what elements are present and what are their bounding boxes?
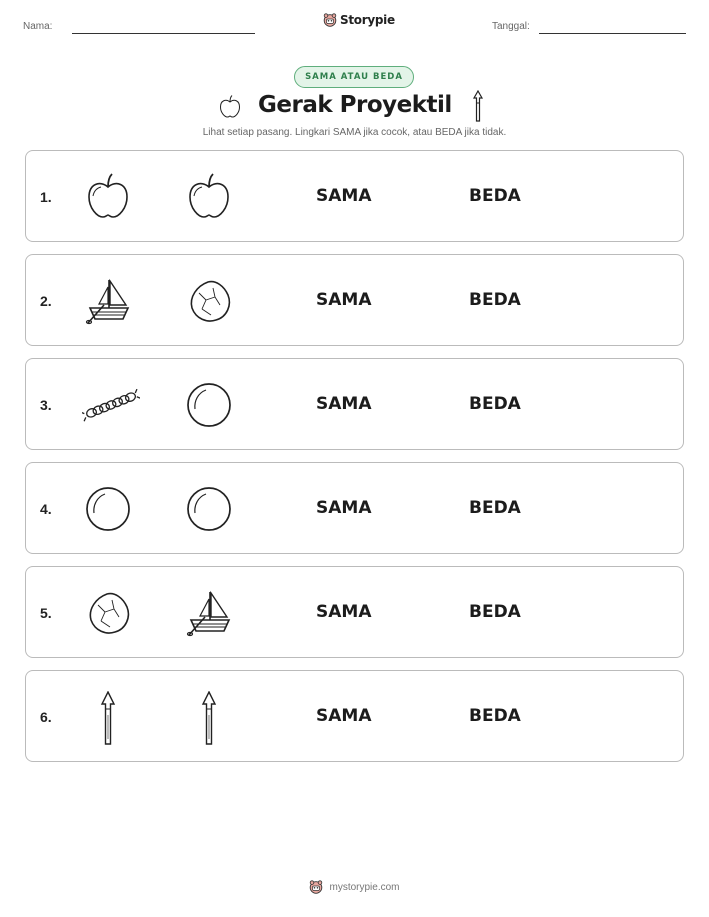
different-option[interactable]: BEDA [469,706,521,726]
question-number: 4. [40,501,52,517]
footer-site[interactable]: mystorypie.com [329,881,400,893]
apple-icon [82,171,134,223]
different-option[interactable]: BEDA [469,498,521,518]
same-option[interactable]: SAMA [316,290,372,310]
question-row-1 [25,150,684,242]
rock-icon [183,275,235,327]
different-option[interactable]: BEDA [469,602,521,622]
arrow-icon [82,691,134,743]
same-option[interactable]: SAMA [316,498,372,518]
question-row-5 [25,566,684,658]
different-option[interactable]: BEDA [469,394,521,414]
question-row-6 [25,670,684,762]
apple-icon [183,171,235,223]
brand-logo [323,13,395,27]
arrow-icon [183,691,235,743]
brand-name: Storypie [340,13,395,27]
page-title: Gerak Proyektil [258,92,452,118]
worksheet-header [0,0,709,50]
arrow-icon [470,90,486,124]
ball-icon [183,483,235,535]
boat-icon [183,587,235,639]
date-label: Tanggal: [492,21,530,32]
title-row [0,90,709,126]
rock-icon [82,587,134,639]
different-option[interactable]: BEDA [469,186,521,206]
apple-icon [217,94,243,120]
different-option[interactable]: BEDA [469,290,521,310]
name-line[interactable] [72,33,255,34]
storypie-mascot-icon [323,13,337,27]
question-number: 1. [40,189,52,205]
same-option[interactable]: SAMA [316,706,372,726]
question-row-4 [25,462,684,554]
ball-icon [82,483,134,535]
question-number: 2. [40,293,52,309]
name-label: Nama: [23,21,53,32]
question-number: 5. [40,605,52,621]
question-number: 3. [40,397,52,413]
storypie-mascot-icon [309,880,323,894]
question-row-3 [25,358,684,450]
footer [0,880,709,894]
question-row-2 [25,254,684,346]
same-option[interactable]: SAMA [316,186,372,206]
rope-icon [82,379,134,431]
instructions: Lihat setiap pasang. Lingkari SAMA jika cocok, atau BEDA jika tidak. [202,127,507,138]
question-number: 6. [40,709,52,725]
same-option[interactable]: SAMA [316,394,372,414]
ball-icon [183,379,235,431]
boat-icon [82,275,134,327]
activity-badge: SAMA ATAU BEDA [294,66,414,88]
date-line[interactable] [539,33,686,34]
same-option[interactable]: SAMA [316,602,372,622]
